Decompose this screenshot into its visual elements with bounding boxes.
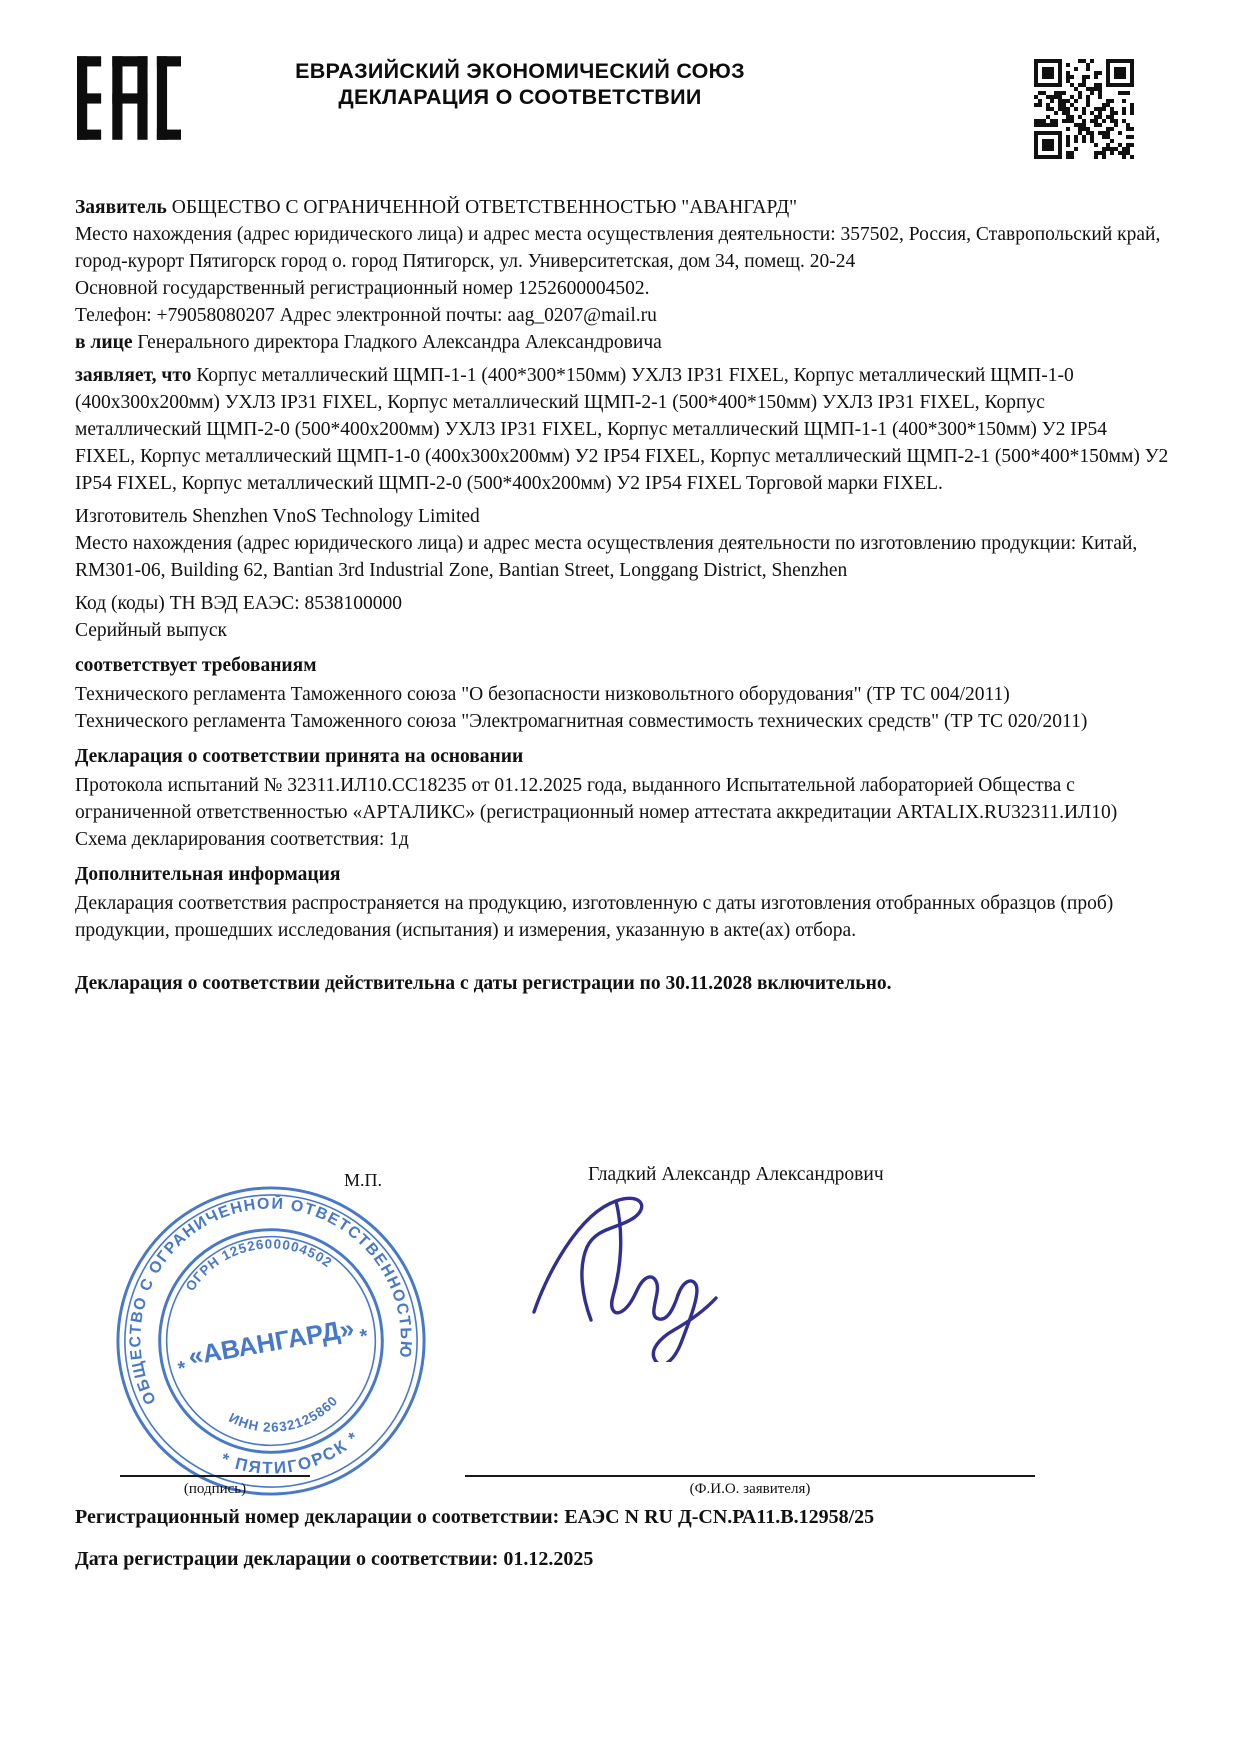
applicant-address: Место нахождения (адрес юридического лица) и адрес места осуществления деятельности: 357502, Россия, Ставропольский край, город-курорт Пятигорск город о. город Пятигорск, ул. Университетская, дом 34, помещ. 20-24 [75, 224, 1161, 272]
stamp-place-label: М.П. [344, 1170, 383, 1190]
signature-line [120, 1475, 310, 1477]
stamp-outer-text: ОБЩЕСТВО С ОГРАНИЧЕННОЙ ОТВЕТСТВЕННОСТЬЮ [127, 1195, 415, 1407]
in-person-paragraph [75, 329, 1169, 356]
stamp-asterisk-right: * [358, 1325, 370, 1349]
regulation-1: Технического регламента Таможенного союза "О безопасности низковольтного оборудования" (ТР ТС 004/2011) [75, 684, 1010, 705]
stamp-ogrn-text: ОГРН 1252600004502 [182, 1236, 336, 1294]
fio-caption: (Ф.И.О. заявителя) [689, 1481, 811, 1497]
scheme-line: Схема декларирования соответствия: 1д [75, 829, 409, 850]
handwritten-signature [528, 1192, 758, 1367]
fio-line [465, 1475, 1035, 1477]
tnved-line: Код (коды) ТН ВЭД ЕАЭС: 8538100000 [75, 593, 403, 614]
applicant-fio: Гладкий Александр Александрович [588, 1164, 884, 1185]
in-person-label: в лице [75, 332, 133, 353]
additional-heading: Дополнительная информация [75, 864, 341, 885]
declares-paragraph [75, 362, 1169, 497]
complies-heading: соответствует требованиям [75, 655, 317, 676]
page-title [240, 58, 800, 110]
in-person-text: Генерального директора Гладкого Александра Александровича [132, 332, 662, 353]
stamp-city-text: * ПЯТИГОРСК * [218, 1427, 364, 1478]
stamp-asterisk-left: * [176, 1357, 188, 1381]
title-line-declaration: ДЕКЛАРАЦИЯ О СООТВЕТСТВИИ [338, 85, 702, 109]
qr-code-icon [1034, 59, 1134, 159]
basis-heading: Декларация о соответствии принята на основании [75, 746, 524, 767]
product-list: Корпус металлический ЩМП-1-1 (400*300*150мм) УХЛ3 IP31 FIXEL, Корпус металлический ЩМП-1-0 (400х300х200мм) УХЛ3 IP31 FIXEL, Корпус металлический ЩМП-2-1 (500*400*150мм) УХЛ3 IP31 FIXEL, Корпус металлический ЩМП-2-0 (500*400х200мм) УХЛ3 IP31 FIXEL, Корпус металлический ЩМП-1-1 (400*300*150мм) У2 IP54 FIXEL, Корпус металлический ЩМП-1-0 (400х300х200мм) У2 IP54 FIXEL, Корпус металлический ЩМП-2-1 (500*400*150мм) У2 IP54 FIXEL, Корпус металлический ЩМП-2-0 (500*400х200мм) У2 IP54 FIXEL Торговой марки FIXEL. [75, 365, 1169, 494]
declaration-body [75, 194, 1169, 1003]
ogrn-line: Основной государственный регистрационный номер 1252600004502. [75, 278, 650, 299]
manufacturer-line: Изготовитель Shenzhen VnoS Technology Limited [75, 506, 480, 527]
applicant-label: Заявитель [75, 197, 167, 218]
validity-line: Декларация о соответствии действительна с даты регистрации по 30.11.2028 включительно. [75, 973, 892, 994]
eac-logo-icon [77, 56, 181, 145]
stamp-inn-text: ИНН 2632125860 [226, 1392, 341, 1435]
declares-label: заявляет, что [75, 365, 192, 386]
applicant-name: ОБЩЕСТВО С ОГРАНИЧЕННОЙ ОТВЕТСТВЕННОСТЬЮ "АВАНГАРД" [166, 197, 798, 218]
title-line-union: ЕВРАЗИЙСКИЙ ЭКОНОМИЧЕСКИЙ СОЮЗ [295, 59, 745, 83]
serial-line: Серийный выпуск [75, 620, 227, 641]
protocol-text: Протокола испытаний № 32311.ИЛ10.СС18235 от 01.12.2025 года, выданного Испытательной лабораторией Общества с ограниченной ответственностью «АРТАЛИКС» (регистрационный номер аттестата аккредитации ARTALIX.RU32311.ИЛ10) [75, 775, 1118, 823]
registration-date-line: Дата регистрации декларации о соответствии: 01.12.2025 [75, 1548, 594, 1570]
contact-line: Телефон: +79058080207 Адрес электронной почты: aag_0207@mail.ru [75, 305, 657, 326]
regulation-2: Технического регламента Таможенного союза "Электромагнитная совместимость технических средств" (ТР ТС 020/2011) [75, 711, 1088, 732]
stamp-center-text: «АВАНГАРД» [186, 1314, 357, 1372]
manufacturer-address: Место нахождения (адрес юридического лица) и адрес места осуществления деятельности по изготовлению продукции: Китай, RM301-06, Building 62, Bantian 3rd Industrial Zone, Bantian Street, Longgang District, Shenzhen [75, 533, 1138, 581]
additional-text: Декларация соответствия распространяется на продукцию, изготовленную с даты изготовления отобранных образцов (проб) продукции, прошедших исследования (испытания) и измерения, указанную в акте(ах) отбора. [75, 893, 1114, 941]
signature-caption: (подпись) [183, 1481, 247, 1497]
applicant-paragraph [75, 194, 1169, 221]
company-stamp [87, 1157, 455, 1525]
registration-number-line: Регистрационный номер декларации о соответствии: ЕАЭС N RU Д-CN.РА11.В.12958/25 [75, 1506, 875, 1528]
